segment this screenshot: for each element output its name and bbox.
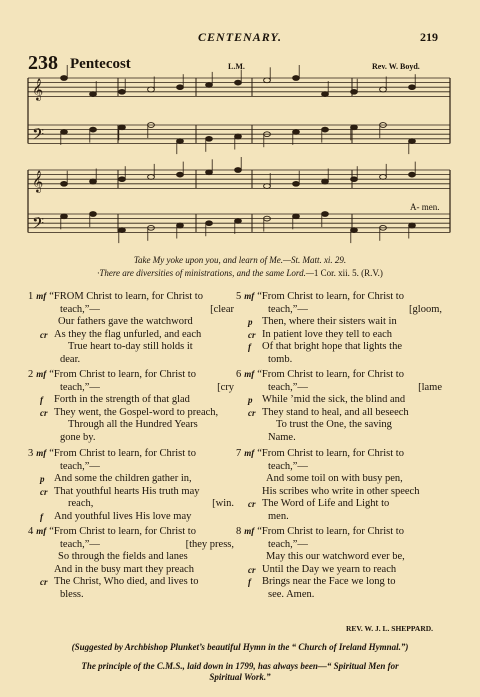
verse-line-text: Brings near the Face we long to bbox=[262, 576, 396, 588]
dynamic-mark: f bbox=[248, 577, 251, 588]
verse-line bbox=[236, 589, 442, 602]
note-head bbox=[148, 175, 155, 180]
verse-line bbox=[236, 576, 442, 589]
verse-line-text: reach, bbox=[68, 498, 94, 510]
verse-line bbox=[28, 394, 234, 407]
verse-line-text: “From Christ to learn, for Christ to bbox=[257, 291, 404, 302]
verse-line bbox=[236, 539, 442, 552]
dynamic-mark: mf bbox=[244, 448, 255, 458]
verse-3 bbox=[28, 447, 234, 524]
verse-line-text: While ’mid the sick, the blind and bbox=[262, 394, 406, 406]
verse-line-text: “From Christ to learn, for Christ to bbox=[49, 448, 196, 459]
quote-reference: 1 Cor. xii. 5. (R.V.) bbox=[313, 268, 383, 278]
note-head bbox=[322, 179, 329, 184]
verse-5 bbox=[236, 290, 442, 367]
note-head bbox=[206, 170, 213, 175]
dynamic-mark: cr bbox=[40, 407, 48, 418]
verse-line-text: teach,”— bbox=[268, 538, 308, 550]
verse-number: 7 bbox=[236, 448, 242, 459]
note-head bbox=[90, 127, 97, 132]
dynamic-mark: p bbox=[40, 474, 45, 485]
verse-line-text: Name. bbox=[268, 431, 296, 443]
verse-line-tail: [lame bbox=[418, 381, 442, 393]
verse-line-text: teach,”— bbox=[268, 381, 308, 393]
composer: Rev. W. Boyd. bbox=[372, 62, 420, 71]
verse-number: 6 bbox=[236, 369, 242, 380]
music-score bbox=[0, 0, 480, 250]
note-head bbox=[206, 83, 213, 88]
verse-line bbox=[28, 589, 234, 602]
note-head bbox=[351, 89, 358, 94]
dynamic-mark: mf bbox=[36, 369, 47, 379]
scripture-quote-2 bbox=[0, 268, 480, 278]
verse-line-text: Through all the Hundred Years bbox=[68, 419, 198, 431]
verse-line-text: “From Christ to learn, for Christ to bbox=[49, 369, 196, 380]
verse-number: 1 bbox=[28, 291, 34, 302]
verse-line-text: men. bbox=[268, 510, 289, 522]
verse-line bbox=[28, 432, 234, 445]
verse-line-text: “From Christ to learn, for Christ to bbox=[257, 448, 404, 459]
note-head bbox=[90, 179, 97, 184]
note-head bbox=[177, 85, 184, 90]
note-head bbox=[235, 80, 242, 85]
verse-line-text: And youthful lives His love may bbox=[54, 510, 192, 522]
verse-line-text: May this our watchword ever be, bbox=[266, 551, 405, 563]
note-head bbox=[351, 228, 358, 233]
dynamic-mark: mf bbox=[244, 291, 255, 301]
page-number: 219 bbox=[420, 30, 438, 44]
note-head bbox=[119, 89, 126, 94]
note-head bbox=[293, 214, 300, 219]
verse-line bbox=[236, 290, 442, 304]
note-head bbox=[90, 92, 97, 97]
note-head bbox=[148, 87, 155, 92]
verse-line-text: As they the flag unfurled, and each bbox=[54, 328, 202, 340]
verse-line-text: Of that bright hope that lights the bbox=[262, 341, 402, 353]
verse-line-text: “From Christ to learn, for Christ to bbox=[49, 526, 196, 537]
verse-line-text: Then, where their sisters wait in bbox=[262, 316, 397, 328]
verse-line-text: teach,”— bbox=[268, 303, 308, 315]
verse-line bbox=[236, 486, 442, 499]
note-head bbox=[293, 76, 300, 81]
verse-line-text: The Christ, Who died, and lives to bbox=[54, 576, 199, 588]
note-head bbox=[235, 134, 242, 139]
verse-line-text: Until the Day we yearn to reach bbox=[262, 563, 397, 575]
amen-text: A- men. bbox=[410, 202, 440, 212]
note-head bbox=[61, 181, 68, 186]
verse-line-tail: [cry bbox=[217, 381, 234, 393]
verse-line bbox=[236, 407, 442, 420]
dynamic-mark: mf bbox=[36, 291, 47, 301]
dynamic-mark: cr bbox=[40, 577, 48, 588]
treble-clef: 𝄞 bbox=[32, 78, 44, 101]
verse-line-text: And in the busy mart they preach bbox=[54, 563, 194, 575]
verse-line bbox=[236, 525, 442, 539]
note-head bbox=[409, 139, 416, 144]
note-head bbox=[351, 177, 358, 182]
verse-number: 8 bbox=[236, 526, 242, 537]
note-head bbox=[177, 172, 184, 177]
note-head bbox=[119, 228, 126, 233]
note-head bbox=[206, 221, 213, 226]
note-head bbox=[235, 168, 242, 173]
note-head bbox=[322, 127, 329, 132]
verse-line-tail: [win. bbox=[212, 498, 234, 510]
verse-line-text: “FROM Christ to learn, for Christ to bbox=[49, 291, 203, 302]
note-head bbox=[61, 214, 68, 219]
verse-line-text: teach,”— bbox=[60, 460, 100, 472]
note-head bbox=[206, 136, 213, 141]
verse-line-text: tomb. bbox=[268, 353, 293, 365]
verse-line bbox=[236, 564, 442, 577]
verse-line bbox=[28, 316, 234, 329]
verse-line-text: “From Christ to learn, for Christ to bbox=[257, 369, 404, 380]
verse-line bbox=[28, 525, 234, 539]
dynamic-mark: cr bbox=[248, 499, 256, 510]
quote-text: ·There are diversities of ministrations, and the same Lord.— bbox=[97, 268, 314, 278]
verse-line-text: The Word of Life and Light to bbox=[262, 498, 390, 510]
dynamic-mark: cr bbox=[248, 407, 256, 418]
verse-line-text: True heart to-day still holds it bbox=[68, 341, 193, 353]
verse-line bbox=[28, 368, 234, 382]
dynamic-mark: mf bbox=[244, 526, 255, 536]
verse-1 bbox=[28, 290, 234, 367]
verse-number: 3 bbox=[28, 448, 34, 459]
note-head bbox=[119, 125, 126, 130]
verse-line-text: teach,”— bbox=[60, 538, 100, 550]
note-head bbox=[293, 130, 300, 135]
dynamic-mark: cr bbox=[248, 329, 256, 340]
verse-line bbox=[28, 304, 234, 317]
verse-line bbox=[236, 341, 442, 354]
verse-line bbox=[28, 354, 234, 367]
bass-clef: 𝄢 bbox=[32, 125, 45, 148]
verse-line bbox=[236, 447, 442, 461]
verse-line-text: see. Amen. bbox=[268, 588, 315, 600]
verse-line bbox=[236, 304, 442, 317]
note-head bbox=[61, 76, 68, 81]
verse-line bbox=[236, 473, 442, 486]
verse-line-text: His scribes who write in other speech bbox=[262, 485, 420, 497]
verse-number: 4 bbox=[28, 526, 34, 537]
hymn-number: 238 bbox=[28, 52, 58, 74]
verse-line-text: teach,”— bbox=[60, 303, 100, 315]
verse-line bbox=[28, 473, 234, 486]
verse-line-text: Our fathers gave the watchword bbox=[58, 316, 193, 328]
verse-line-text: teach,”— bbox=[60, 381, 100, 393]
verse-line bbox=[28, 419, 234, 432]
dynamic-mark: cr bbox=[248, 564, 256, 575]
verse-number: 2 bbox=[28, 369, 34, 380]
verse-line bbox=[236, 432, 442, 445]
note-head bbox=[177, 139, 184, 144]
verse-4 bbox=[28, 525, 234, 602]
verse-line-text: They went, the Gospel-word to preach, bbox=[54, 406, 219, 418]
verse-line bbox=[236, 354, 442, 367]
dynamic-mark: mf bbox=[244, 369, 255, 379]
note-head bbox=[322, 92, 329, 97]
verse-line-tail: [gloom, bbox=[409, 303, 442, 315]
verse-6 bbox=[236, 368, 442, 445]
verse-line-text: And some toil on with busy pen, bbox=[266, 473, 403, 485]
verse-line bbox=[236, 316, 442, 329]
verse-line bbox=[28, 407, 234, 420]
verse-line bbox=[236, 419, 442, 432]
verse-8 bbox=[236, 525, 442, 602]
verse-line bbox=[28, 539, 234, 552]
footnote-3: Spiritual Work.” bbox=[209, 672, 271, 682]
note-head bbox=[380, 87, 387, 92]
verse-line-text: They stand to heal, and all beseech bbox=[262, 406, 409, 418]
verse-7 bbox=[236, 447, 442, 524]
dynamic-mark: f bbox=[40, 395, 43, 406]
dynamic-mark: f bbox=[248, 342, 251, 353]
note-head bbox=[409, 172, 416, 177]
verse-line-text: Forth in the strength of that glad bbox=[54, 394, 190, 406]
verse-line bbox=[28, 290, 234, 304]
quote-text: Take My yoke upon you, and learn of Me.—St. Matt. xi. 29. bbox=[133, 255, 347, 265]
dynamic-mark: cr bbox=[40, 329, 48, 340]
verse-line-tail: [clear bbox=[210, 303, 234, 315]
note-head bbox=[322, 212, 329, 217]
verse-line bbox=[28, 341, 234, 354]
dynamic-mark: mf bbox=[36, 448, 47, 458]
verse-line bbox=[28, 576, 234, 589]
verse-line bbox=[236, 511, 442, 524]
verse-line-text: So through the fields and lanes bbox=[58, 551, 188, 563]
note-head bbox=[264, 78, 271, 83]
verse-line bbox=[236, 368, 442, 382]
verse-line bbox=[28, 564, 234, 577]
verse-line bbox=[28, 486, 234, 499]
verse-2 bbox=[28, 368, 234, 445]
verse-line bbox=[236, 382, 442, 395]
note-head bbox=[119, 177, 126, 182]
verse-line-text: In patient love they tell to each bbox=[262, 328, 393, 340]
verse-number: 5 bbox=[236, 291, 242, 302]
verse-line bbox=[236, 498, 442, 511]
dynamic-mark: cr bbox=[40, 486, 48, 497]
dynamic-mark: mf bbox=[36, 526, 47, 536]
verse-line bbox=[28, 461, 234, 474]
verse-line-text: bless. bbox=[60, 588, 84, 600]
verse-line bbox=[28, 511, 234, 524]
verse-line-tail: [they press, bbox=[185, 538, 234, 550]
verse-line-text: To trust the One, the saving bbox=[276, 419, 392, 431]
dynamic-mark: p bbox=[248, 317, 253, 328]
verse-line bbox=[236, 461, 442, 474]
verse-line-text: gone by. bbox=[60, 431, 96, 443]
verse-line bbox=[28, 447, 234, 461]
dynamic-mark: p bbox=[248, 395, 253, 406]
verse-line bbox=[236, 551, 442, 564]
verse-line-text: “From Christ to learn, for Christ to bbox=[257, 526, 404, 537]
note-head bbox=[380, 175, 387, 180]
verse-line-text: teach,”— bbox=[268, 460, 308, 472]
running-title: CENTENARY. bbox=[198, 30, 282, 44]
scripture-quote-1 bbox=[0, 255, 480, 265]
verse-line-text: dear. bbox=[60, 353, 81, 365]
note-head bbox=[235, 219, 242, 224]
note-head bbox=[177, 223, 184, 228]
verse-line bbox=[236, 394, 442, 407]
author: REV. W. J. L. SHEPPARD. bbox=[346, 624, 434, 633]
verse-line bbox=[28, 498, 234, 511]
note-head bbox=[409, 223, 416, 228]
verse-line-text: And some the children gather in, bbox=[54, 473, 192, 485]
verse-line bbox=[28, 382, 234, 395]
footnote-2: The principle of the C.M.S., laid down in 1799, has always been—“ Spiritual Men for bbox=[81, 661, 399, 671]
bass-clef: 𝄢 bbox=[32, 214, 45, 237]
note-head bbox=[351, 125, 358, 130]
note-head bbox=[264, 184, 271, 189]
note-head bbox=[90, 212, 97, 217]
verse-line-text: That youthful hearts His truth may bbox=[54, 485, 200, 497]
verse-line bbox=[28, 551, 234, 564]
meter: L.M. bbox=[228, 62, 245, 71]
tune-name: Pentecost bbox=[70, 56, 131, 72]
verse-line bbox=[236, 329, 442, 342]
dynamic-mark: f bbox=[40, 511, 43, 522]
verse-line bbox=[28, 329, 234, 342]
note-head bbox=[61, 130, 68, 135]
footnote-1: (Suggested by Archbishop Plunket’s beautiful Hymn in the “ Church of Ireland Hymnal.”) bbox=[71, 642, 409, 652]
treble-clef: 𝄞 bbox=[32, 170, 44, 193]
note-head bbox=[409, 85, 416, 90]
note-head bbox=[293, 181, 300, 186]
